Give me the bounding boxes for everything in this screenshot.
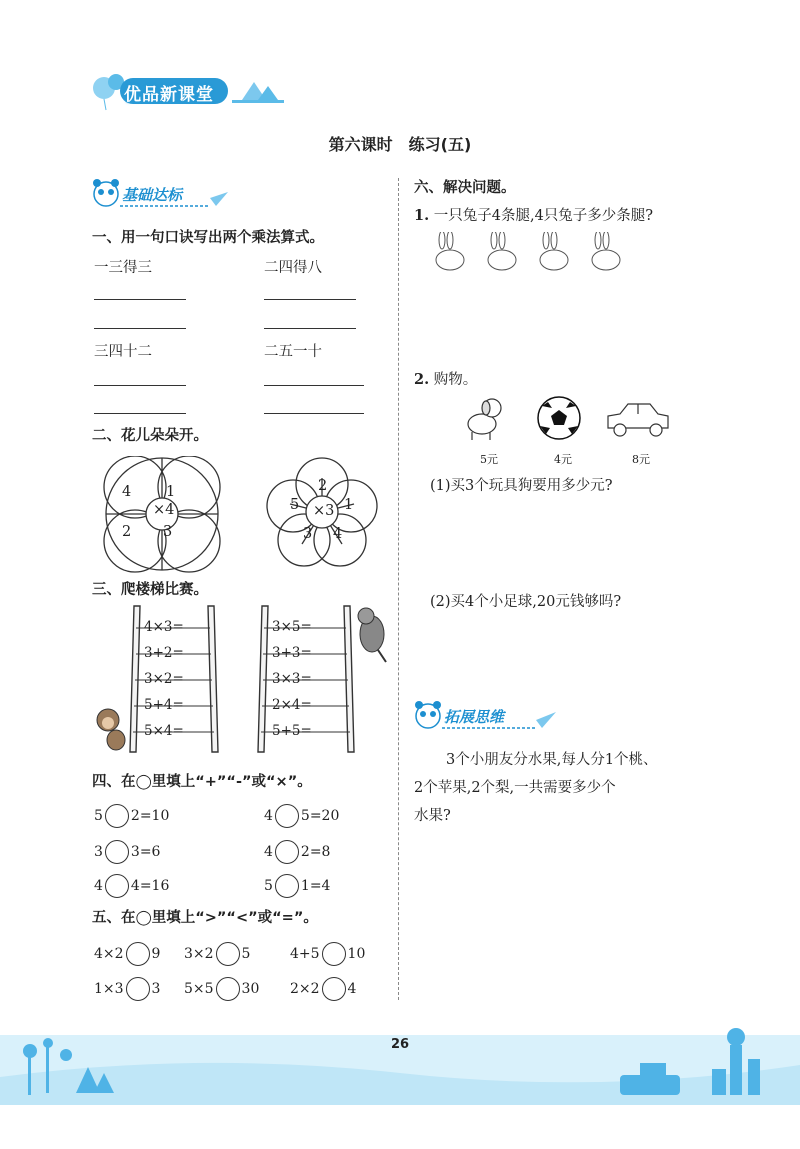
answer-circle[interactable]: [105, 804, 129, 828]
badge-extend: [414, 698, 564, 734]
compare-equation: 4×2 9: [94, 942, 160, 966]
answer-circle[interactable]: [216, 942, 240, 966]
soccer-ball-icon: [538, 397, 580, 439]
price-ball: 4元: [554, 453, 572, 466]
ladder1-rung: 4×3=: [144, 619, 184, 635]
operator-equation: 5 2=10: [94, 804, 169, 828]
column-divider: [398, 178, 399, 1000]
flower2-petal: 2: [318, 478, 328, 494]
answer-circle[interactable]: [105, 874, 129, 898]
rhyme-2: 二四得八: [264, 260, 322, 276]
answer-blank[interactable]: [264, 385, 364, 386]
answer-blank[interactable]: [94, 413, 186, 414]
flower1-center: ×4: [153, 502, 175, 518]
flower1-petal: 1: [166, 484, 176, 500]
answer-blank[interactable]: [94, 385, 186, 386]
operator-equation: 4 2=8: [264, 840, 330, 864]
ladder2-rung: 5+5=: [272, 723, 312, 739]
extension-line: 3个小朋友分水果,每人分1个桃、: [446, 752, 658, 768]
rhyme-4: 二五一十: [264, 344, 322, 360]
section5-heading: 五、在◯里填上“>”“<”或“=”。: [92, 910, 318, 926]
extension-line: 水果?: [414, 808, 451, 824]
badge-extend-label: 拓展思维: [444, 708, 505, 726]
ladder1-rung: 3+2=: [144, 645, 184, 661]
answer-circle[interactable]: [275, 804, 299, 828]
flower2-center: ×3: [313, 503, 335, 519]
page-number: 26: [390, 1037, 410, 1052]
ladder2-rung: 3×3=: [272, 671, 312, 687]
ladders-figure: [90, 604, 390, 754]
section6-heading: 六、解决问题。: [414, 180, 516, 196]
toy-dog-icon: [468, 399, 501, 440]
ladder2-rung: 2×4=: [272, 697, 312, 713]
answer-circle[interactable]: [275, 874, 299, 898]
section3-heading: 三、爬楼梯比赛。: [92, 582, 208, 598]
operator-equation: 4 5=20: [264, 804, 339, 828]
dinosaur-icon: [358, 608, 386, 662]
brand-logo: [92, 72, 292, 112]
footer-decoration: [0, 1015, 800, 1149]
operator-equation: 4 4=16: [94, 874, 169, 898]
ladder2-rung: 3×5=: [272, 619, 312, 635]
flower2-petal: 4: [333, 526, 343, 542]
compare-equation: 1×3 3: [94, 977, 160, 1001]
answer-circle[interactable]: [322, 977, 346, 1001]
compare-equation: 4+5 10: [290, 942, 365, 966]
operator-equation: 3 3=6: [94, 840, 160, 864]
answer-circle[interactable]: [275, 840, 299, 864]
rhyme-3: 三四十二: [94, 344, 152, 360]
badge-basic-label: 基础达标: [122, 186, 183, 204]
brand-name: 优品新课堂: [124, 85, 214, 105]
monkey-icon: [97, 709, 125, 750]
flower1-petal: 3: [163, 524, 173, 540]
section1-heading: 一、用一句口诀写出两个乘法算式。: [92, 230, 324, 246]
extension-line: 2个苹果,2个梨,一共需要多少个: [414, 780, 616, 796]
compare-equation: 5×5 30: [184, 977, 259, 1001]
ladder1-rung: 5×4=: [144, 723, 184, 739]
subquestion-1: (1)买3个玩具狗要用多少元?: [430, 478, 613, 494]
section4-heading: 四、在◯里填上“+”“-”或“×”。: [92, 774, 312, 790]
answer-blank[interactable]: [264, 299, 356, 300]
subquestion-2: (2)买4个小足球,20元钱够吗?: [430, 594, 622, 610]
question-1: 1. 一只兔子4条腿,4只兔子多少条腿?: [414, 207, 654, 224]
flower2-petal: 5: [290, 497, 300, 513]
flower1-petal: 4: [122, 484, 132, 500]
operator-equation: 5 1=4: [264, 874, 330, 898]
answer-circle[interactable]: [105, 840, 129, 864]
flower2-petal: 1: [344, 497, 354, 513]
ladder2-rung: 3+3=: [272, 645, 312, 661]
price-car: 8元: [632, 453, 650, 466]
price-dog: 5元: [480, 453, 498, 466]
rhyme-1: 一三得三: [94, 260, 152, 276]
answer-blank[interactable]: [264, 328, 356, 329]
answer-blank[interactable]: [264, 413, 364, 414]
flower2-petal: 3: [303, 526, 313, 542]
answer-circle[interactable]: [216, 977, 240, 1001]
answer-circle[interactable]: [126, 942, 150, 966]
compare-equation: 3×2 5: [184, 942, 250, 966]
rabbits-icon: [428, 232, 628, 276]
answer-circle[interactable]: [322, 942, 346, 966]
flower1-petal: 2: [122, 524, 132, 540]
question-2: 2. 购物。: [414, 371, 478, 388]
answer-blank[interactable]: [94, 299, 186, 300]
toys-figure: [462, 394, 672, 444]
toy-car-icon: [608, 404, 668, 436]
answer-blank[interactable]: [94, 328, 186, 329]
compare-equation: 2×2 4: [290, 977, 356, 1001]
ladder1-rung: 5+4=: [144, 697, 184, 713]
section2-heading: 二、花儿朵朵开。: [92, 428, 208, 444]
flowers-figure: [90, 456, 390, 576]
page-title: 第六课时 练习(五): [328, 135, 472, 154]
ladder1-rung: 3×2=: [144, 671, 184, 687]
answer-circle[interactable]: [126, 977, 150, 1001]
badge-basic: [92, 176, 232, 212]
